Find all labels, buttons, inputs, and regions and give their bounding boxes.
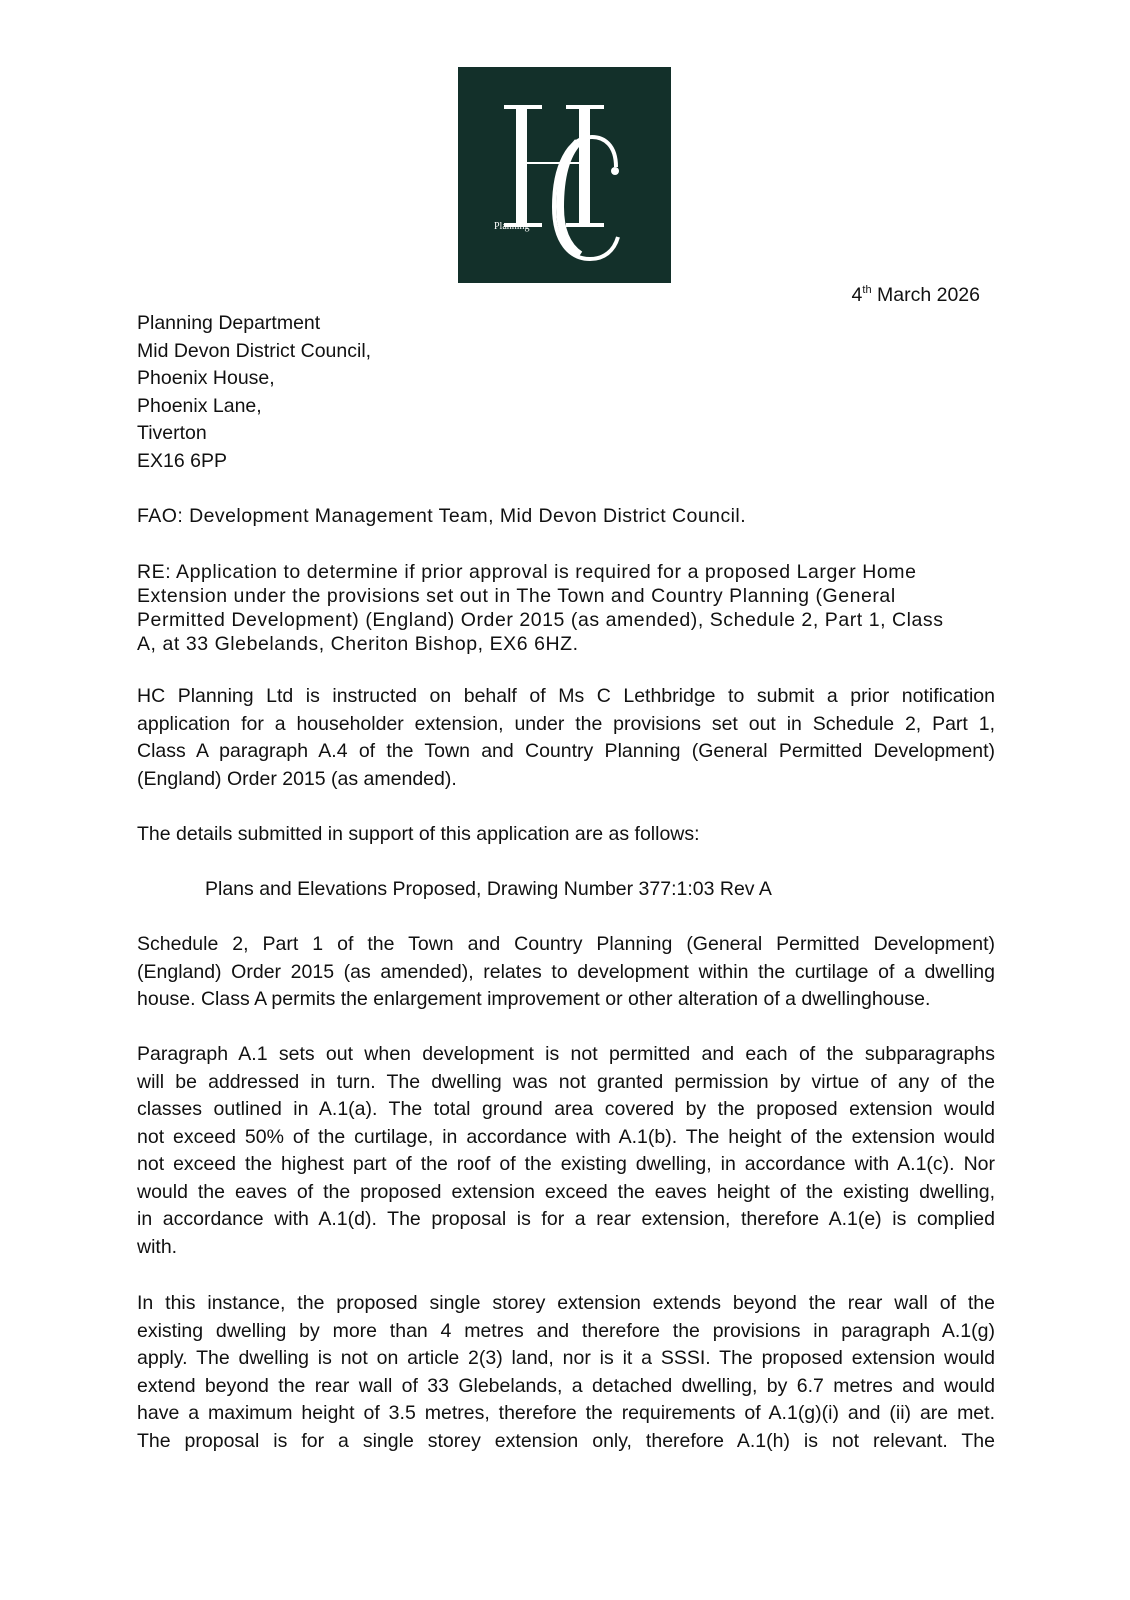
address-line: Tiverton: [137, 422, 207, 444]
fao-line: FAO: Development Management Team, Mid Devon District Council.: [137, 505, 747, 527]
paragraph-details-intro: The details submitted in support of this application are as follows:: [137, 823, 700, 845]
paragraph-line: not exceed 50% of the curtilage, in accordance with A.1(b). The height of the extension would: [137, 1125, 995, 1148]
paragraph-line: (England) Order 2015 (as amended).: [137, 767, 457, 790]
paragraph-line: In this instance, the proposed single storey extension extends beyond the rear wall of the: [137, 1292, 995, 1314]
paragraph-line: classes outlined in A.1(a). The total ground area covered by the proposed extension would: [137, 1098, 995, 1120]
letter-date: 4th March 2026: [851, 284, 980, 306]
paragraph-line: HC Planning Ltd is instructed on behalf of Ms C Lethbridge to submit a prior notification: [137, 685, 995, 707]
paragraph-line: existing dwelling by more than 4 metres and therefore the provisions in paragraph A.1(g): [137, 1319, 995, 1342]
address-line: Planning Department: [137, 312, 321, 334]
paragraph-instruction: [137, 683, 995, 793]
hc-monogram-icon: [458, 67, 671, 283]
paragraph-line: would the eaves of the proposed extension exceed the eaves height of the existing dwelling,: [137, 1180, 995, 1203]
paragraph-line: Schedule 2, Part 1 of the Town and Country Planning (General Permitted Development): [137, 933, 995, 955]
subject-line-text: A, at 33 Glebelands, Cheriton Bishop, EX6 6HZ.: [137, 633, 579, 655]
paragraph-a1g: [137, 1290, 995, 1455]
paragraph-line: in accordance with A.1(d). The proposal is for a rear extension, therefore A.1(e) is complied: [137, 1208, 995, 1230]
paragraph-line: Class A paragraph A.4 of the Town and Country Planning (General Permitted Development): [137, 740, 995, 762]
paragraph-line: The proposal is for a single storey extension only, therefore A.1(h) is not relevant. The: [137, 1429, 995, 1452]
paragraph-line: (England) Order 2015 (as amended), relates to development within the curtilage of a dwelling: [137, 960, 995, 983]
paragraph-line: application for a householder extension, under the provisions set out in Schedule 2, Part 1,: [137, 712, 995, 735]
address-line: Mid Devon District Council,: [137, 339, 372, 362]
company-logo: [458, 67, 671, 283]
paragraph-line: not exceed the highest part of the roof of the existing dwelling, in accordance with A.1(c). Nor: [137, 1153, 995, 1175]
paragraph-schedule: [137, 931, 995, 1014]
drawing-reference: Plans and Elevations Proposed, Drawing Number 377:1:03 Rev A: [205, 878, 772, 900]
subject-line: [137, 560, 997, 656]
subject-line-text: Permitted Development) (England) Order 2015 (as amended), Schedule 2, Part 1, Class: [137, 609, 944, 631]
paragraph-line: extend beyond the rear wall of 33 Glebelands, a detached dwelling, by 6.7 metres and would: [137, 1374, 995, 1397]
paragraph-line: have a maximum height of 3.5 metres, therefore the requirements of A.1(g)(i) and (ii) are met.: [137, 1402, 995, 1424]
paragraph-a1: [137, 1041, 995, 1261]
paragraph-line: house. Class A permits the enlargement improvement or other alteration of a dwellinghouse.: [137, 988, 931, 1010]
paragraph-line: will be addressed in turn. The dwelling was not granted permission by virtue of any of the: [137, 1070, 995, 1093]
subject-line-text: Extension under the provisions set out in The Town and Country Planning (General: [137, 585, 896, 607]
address-line: Phoenix Lane,: [137, 394, 262, 417]
logo-subtitle: Planning: [494, 221, 530, 232]
address-line: EX16 6PP: [137, 449, 227, 472]
paragraph-line: apply. The dwelling is not on article 2(3) land, nor is it a SSSI. The proposed extension would: [137, 1347, 995, 1369]
recipient-address: [137, 310, 371, 475]
paragraph-line: Paragraph A.1 sets out when development is not permitted and each of the subparagraphs: [137, 1043, 995, 1065]
address-line: Phoenix House,: [137, 367, 275, 389]
subject-line-text: RE: Application to determine if prior approval is required for a proposed Larger Home: [137, 561, 917, 583]
paragraph-line: with.: [137, 1235, 178, 1258]
